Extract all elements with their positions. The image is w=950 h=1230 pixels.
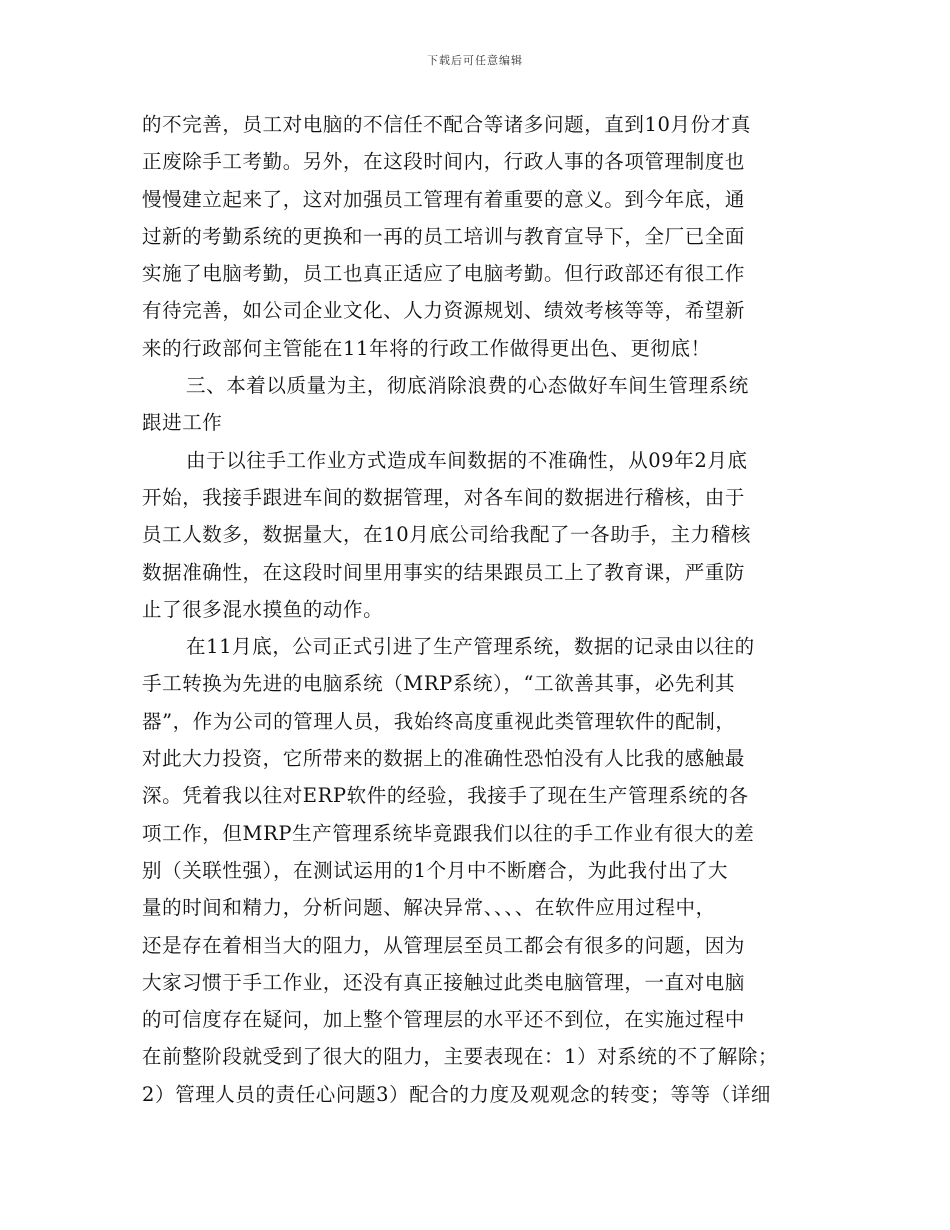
text-line: 在前整阶段就受到了很大的阻力，主要表现在：1）对系统的不了解除；: [142, 1045, 779, 1069]
text-line: 手工转换为先进的电脑系统（MRP系统），“工欲善其事，必先利其: [142, 672, 736, 696]
text-line: 由于以往手工作业方式造成车间数据的不准确性，从09年2月底: [186, 448, 748, 472]
page-header-note: 下载后可任意编辑: [427, 54, 523, 67]
text-line: 员工人数多，数据量大，在10月底公司给我配了一各助手，主力稽核: [142, 523, 751, 547]
text-line: 正废除手工考勤。另外，在这段时间内，行政人事的各项管理制度也: [142, 150, 746, 174]
text-line: 深。凭着我以往对ERP软件的经验，我接手了现在生产管理系统的各: [142, 784, 749, 808]
text-line: 数据准确性，在这段时间里用事实的结果跟员工上了教育课，严重防: [142, 560, 746, 584]
text-line: 别（关联性强），在测试运用的1个月中不断磨合，为此我付出了大: [142, 858, 729, 882]
text-line: 在11月底，公司正式引进了生产管理系统，数据的记录由以往的: [186, 635, 755, 659]
text-line: 量的时间和精力，分析问题、解决异常、、、、在软件应用过程中，: [142, 896, 716, 920]
text-line: 开始，我接手跟进车间的数据管理，对各车间的数据进行稽核，由于: [142, 485, 746, 509]
text-line: 过新的考勤系统的更换和一再的员工培训与教育宣导下，全厂已全面: [142, 224, 746, 248]
text-line: 慢慢建立起来了，这对加强员工管理有着重要的意义。到今年底，通: [142, 187, 746, 211]
text-line: 对此大力投资，它所带来的数据上的准确性恐怕没有人比我的感触最: [142, 747, 746, 771]
text-line: 2）管理人员的责任心问题3）配合的力度及观观念的转变；等等（详细: [142, 1082, 772, 1106]
text-line: 跟进工作: [142, 411, 223, 435]
text-line: 的不完善，员工对电脑的不信任不配合等诸多问题，直到10月份才真: [142, 113, 751, 136]
text-line: 的可信度存在疑问，加上整个管理层的水平还不到位，在实施过程中: [142, 1008, 746, 1032]
text-line: 项工作，但MRP生产管理系统毕竟跟我们以往的手工作业有很大的差: [142, 821, 755, 845]
text-line: 还是存在着相当大的阻力，从管理层至员工都会有很多的问题，因为: [142, 933, 746, 957]
text-line: 大家习惯于手工作业，还没有真正接触过此类电脑管理，一直对电脑: [142, 970, 746, 994]
text-line: 器”，作为公司的管理人员，我始终高度重视此类管理软件的配制，: [142, 709, 736, 733]
text-line: 实施了电脑考勤，员工也真正适应了电脑考勤。但行政部还有很工作: [142, 262, 746, 286]
text-line: 止了很多混水摸鱼的动作。: [142, 597, 384, 621]
text-line: 三、本着以质量为主，彻底消除浪费的心态做好车间生管理系统: [186, 374, 749, 398]
document-body: [142, 106, 814, 1113]
text-line: 有待完善，如公司企业文化、人力资源规划、绩效考核等等，希望新: [142, 299, 746, 323]
text-line: 来的行政部何主管能在11年将的行政工作做得更出色、更彻底！: [142, 336, 711, 360]
